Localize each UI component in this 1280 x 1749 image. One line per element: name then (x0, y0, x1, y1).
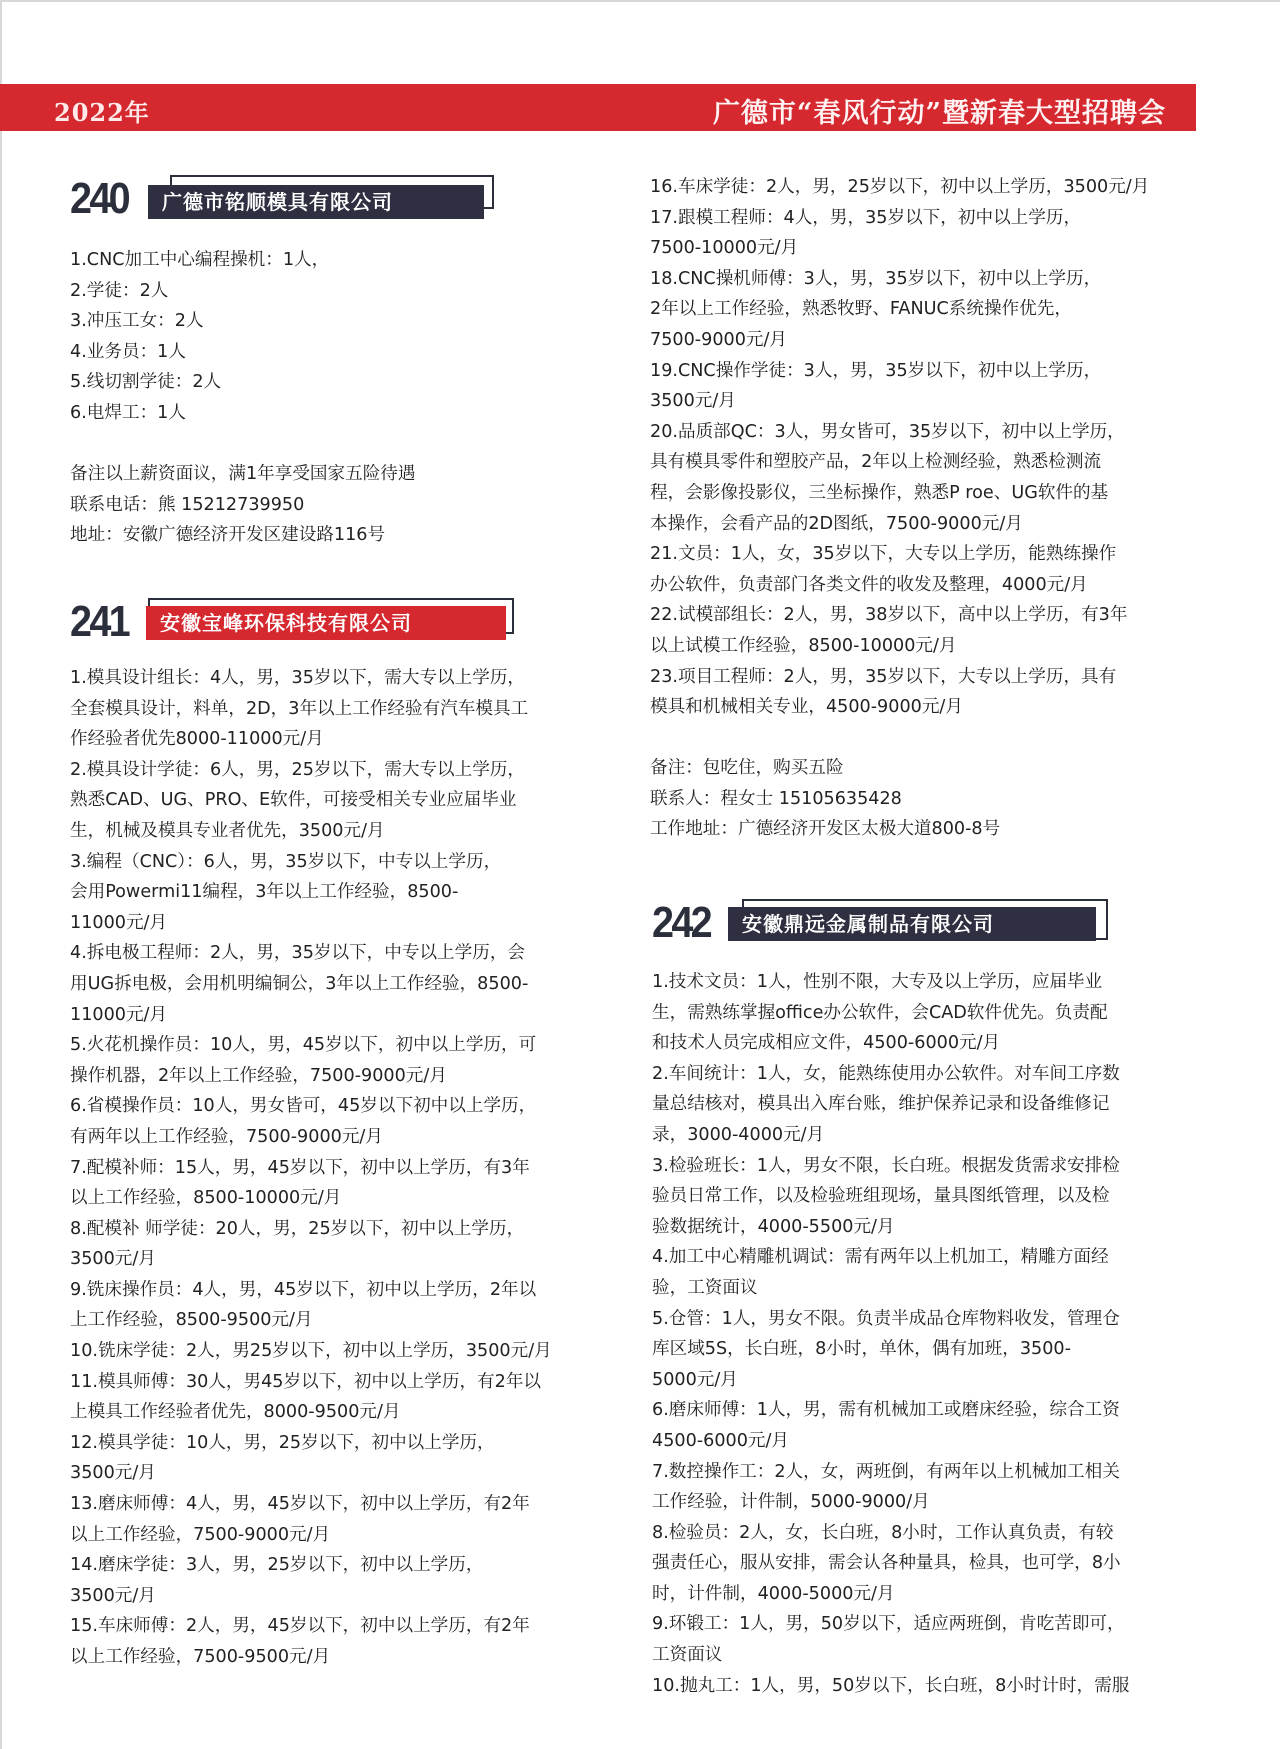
detail-line: 3500元/月 (70, 1249, 156, 1270)
detail-line: 6.省模操作员：10人，男女皆可，45岁以下初中以上学历， (70, 1096, 537, 1117)
detail-line: 具有模具零件和塑胶产品，2年以上检测经验，熟悉检测流 (650, 452, 1102, 473)
detail-line: 1.模具设计组长：4人，男，35岁以下，需大专以上学历， (70, 668, 526, 688)
company-242-header (652, 899, 1112, 947)
blank-line (650, 723, 1149, 754)
detail-line: 地址：安徽广德经济开发区建设路116号 (70, 525, 386, 546)
company-241-name: 安徽宝峰环保科技有限公司 (146, 606, 506, 640)
detail-line: 14.磨床学徒：3人，男，25岁以下，初中以上学历， (70, 1555, 484, 1576)
detail-line: 本操作，会看产品的2D图纸，7500-9000元/月 (650, 513, 1023, 534)
detail-line: 备注以上薪资面议，满1年享受国家五险待遇 (70, 464, 416, 485)
blank-line (70, 429, 415, 460)
detail-line: 8.配模补 师学徒：20人，男，25岁以下，初中以上学历， (70, 1218, 525, 1239)
detail-line: 验员日常工作，以及检验班组现场，量具图纸管理，以及检 (652, 1186, 1110, 1207)
detail-line: 4500-6000元/月 (652, 1430, 790, 1451)
detail-line: 程，会影像投影仪，三坐标操作，熟悉P roe、UG软件的基 (650, 482, 1109, 503)
detail-line: 4.拆电极工程师：2人，男，35岁以下，中专以上学历，会 (70, 943, 526, 964)
detail-line: 12.模具学徒：10人，男，25岁以下，初中以上学历， (70, 1432, 495, 1453)
detail-line: 1.技术文员：1人，性别不限，大专及以上学历，应届毕业 (652, 972, 1103, 992)
detail-line: 22.试模部组长：2人，男，38岁以下，高中以上学历，有3年 (650, 605, 1128, 626)
detail-line: 办公软件，负责部门各类文件的收发及整理，4000元/月 (650, 574, 1088, 595)
detail-line: 7.配模补师：15人，男，45岁以下，初中以上学历，有3年 (70, 1157, 530, 1178)
detail-line: 录，3000-4000元/月 (652, 1124, 825, 1145)
header-event-title: 广德市“春风行动”暨新春大型招聘会 (712, 98, 1166, 129)
detail-line: 5.火花机操作员：10人，男，45岁以下，初中以上学历，可 (70, 1035, 537, 1056)
detail-line: 17.跟模工程师：4人，男，35岁以下，初中以上学历， (650, 207, 1082, 228)
company-240-number: 240 (70, 174, 128, 223)
detail-line: 熟悉CAD、UG、PRO、E软件，可接受相关专业应届毕业 (70, 790, 517, 811)
detail-line: 3500元/月 (70, 1585, 156, 1606)
detail-line: 作经验者优先8000-11000元/月 (70, 729, 324, 750)
detail-line: 以上工作经验，7500-9500元/月 (70, 1647, 331, 1667)
detail-line: 上模具工作经验者优先，8000-9500元/月 (70, 1402, 401, 1423)
company-240-header (70, 175, 530, 223)
detail-line: 16.车床学徒：2人，男，25岁以下，初中以上学历，3500元/月 (650, 177, 1150, 197)
detail-line: 11000元/月 (70, 1004, 168, 1025)
detail-line: 3500元/月 (70, 1463, 156, 1484)
detail-line: 强责任心，服从安排，需会认各种量具，检具，也可学，8小 (652, 1553, 1121, 1574)
detail-line: 联系电话：熊 15212739950 (70, 494, 305, 515)
detail-line: 15.车床师傅：2人，男，45岁以下，初中以上学历，有2年 (70, 1616, 530, 1637)
detail-line: 6.电焊工：1人 (70, 402, 186, 423)
detail-line: 以上工作经验，8500-10000元/月 (70, 1188, 342, 1209)
company-242-details (652, 967, 1129, 1701)
company-241-details-right (650, 172, 1149, 845)
detail-line: 量总结核对，模具出入库台账，维护保养记录和设备维修记 (652, 1094, 1110, 1115)
detail-line: 13.磨床师傅：4人，男，45岁以下，初中以上学历，有2年 (70, 1494, 530, 1515)
detail-line: 模具和机械相关专业，4500-9000元/月 (650, 697, 963, 718)
detail-line: 10.铣床学徒：2人，男25岁以下，初中以上学历，3500元/月 (70, 1341, 552, 1362)
detail-line: 以上试模工作经验，8500-10000元/月 (650, 635, 957, 656)
detail-line: 3.冲压工女：2人 (70, 311, 204, 332)
detail-line: 2年以上工作经验，熟悉牧野、FANUC系统操作优先， (650, 299, 1072, 320)
company-242-name: 安徽鼎远金属制品有限公司 (728, 907, 1096, 941)
detail-line: 18.CNC操机师傅：3人，男，35岁以下，初中以上学历， (650, 268, 1102, 289)
detail-line: 20.品质部QC：3人，男女皆可，35岁以下，初中以上学历， (650, 421, 1125, 442)
detail-line: 7500-9000元/月 (650, 329, 788, 350)
detail-line: 时，计件制，4000-5000元/月 (652, 1583, 895, 1604)
detail-line: 库区域5S，长白班，8小时，单休，偶有加班，3500- (652, 1339, 1071, 1360)
detail-line: 4.业务员：1人 (70, 341, 186, 362)
detail-line: 用UG拆电极，会用机明编铜公，3年以上工作经验，8500- (70, 973, 529, 994)
detail-line: 7500-10000元/月 (650, 238, 799, 259)
company-240-name: 广德市铭顺模具有限公司 (148, 185, 484, 219)
company-240-details (70, 245, 415, 551)
detail-line: 验数据统计，4000-5500元/月 (652, 1216, 895, 1237)
header-year: 2022年 (54, 98, 150, 127)
page-border-left (0, 0, 2, 1749)
detail-line: 9.铣床操作员：4人，男，45岁以下，初中以上学历，2年以 (70, 1279, 537, 1300)
detail-line: 6.磨床师傅：1人，男，需有机械加工或磨床经验，综合工资 (652, 1400, 1120, 1421)
detail-line: 10.抛丸工：1人，男，50岁以下，长白班，8小时计时，需服 (652, 1675, 1130, 1696)
detail-line: 5000元/月 (652, 1369, 738, 1390)
detail-line: 有两年以上工作经验，7500-9000元/月 (70, 1126, 383, 1147)
detail-line: 4.加工中心精雕机调试：需有两年以上机加工，精雕方面经 (652, 1247, 1109, 1268)
detail-line: 操作机器，2年以上工作经验，7500-9000元/月 (70, 1065, 447, 1086)
detail-line: 3.编程（CNC）：6人，男，35岁以下，中专以上学历， (70, 851, 502, 872)
detail-line: 9.环锻工：1人，男，50岁以下，适应两班倒，肯吃苦即可， (652, 1614, 1125, 1635)
detail-line: 会用Powermi11编程，3年以上工作经验，8500- (70, 882, 459, 903)
detail-line: 23.项目工程师：2人，男，35岁以下，大专以上学历，具有 (650, 666, 1117, 687)
detail-line: 全套模具设计，料单，2D，3年以上工作经验有汽车模具工 (70, 698, 529, 719)
detail-line: 2.学徒：2人 (70, 280, 169, 301)
detail-line: 2.模具设计学徒：6人，男，25岁以下，需大专以上学历， (70, 759, 526, 780)
detail-line: 7.数控操作工：2人，女，两班倒，有两年以上机械加工相关 (652, 1461, 1120, 1482)
detail-line: 3500元/月 (650, 391, 736, 412)
company-241-number: 241 (70, 597, 128, 646)
detail-line: 验，工资面议 (652, 1277, 758, 1298)
detail-line: 生，机械及模具专业者优先，3500元/月 (70, 820, 385, 841)
detail-line: 2.车间统计：1人，女，能熟练使用办公软件。对车间工序数 (652, 1063, 1120, 1084)
detail-line: 11.模具师傅：30人，男45岁以下，初中以上学历，有2年以 (70, 1371, 542, 1392)
header-banner (0, 84, 1196, 131)
detail-line: 8.检验员：2人，女，长白班，8小时，工作认真负责，有较 (652, 1522, 1114, 1543)
detail-line: 上工作经验，8500-9500元/月 (70, 1310, 313, 1331)
detail-line: 5.线切割学徒：2人 (70, 372, 222, 393)
detail-line: 工作经验，计件制，5000-9000/月 (652, 1492, 930, 1513)
detail-line: 工资面议 (652, 1645, 723, 1666)
detail-line: 21.文员：1人，女，35岁以下，大专以上学历，能熟练操作 (650, 544, 1117, 565)
detail-line: 联系人：程女士 15105635428 (650, 788, 902, 809)
company-241-header (70, 598, 530, 646)
detail-line: 工作地址：广德经济开发区太极大道800-8号 (650, 819, 1001, 840)
detail-line: 11000元/月 (70, 912, 168, 933)
company-242-number: 242 (652, 898, 710, 947)
detail-line: 5.仓管：1人，男女不限。负责半成品仓库物料收发，管理仓 (652, 1308, 1120, 1329)
detail-line: 19.CNC操作学徒：3人，男，35岁以下，初中以上学历， (650, 360, 1102, 381)
detail-line: 3.检验班长：1人，男女不限，长白班。根据发货需求安排检 (652, 1155, 1120, 1176)
company-241-details-left (70, 663, 552, 1673)
detail-line: 和技术人员完成相应文件，4500-6000元/月 (652, 1033, 1001, 1054)
detail-line: 生，需熟练掌握office办公软件，会CAD软件优先。负责配 (652, 1002, 1108, 1023)
detail-line: 以上工作经验，7500-9000元/月 (70, 1524, 331, 1545)
detail-line: 备注：包吃住，购买五险 (650, 758, 844, 779)
page-border-top (0, 0, 1280, 2)
detail-line: 1.CNC加工中心编程操机：1人， (70, 250, 330, 270)
